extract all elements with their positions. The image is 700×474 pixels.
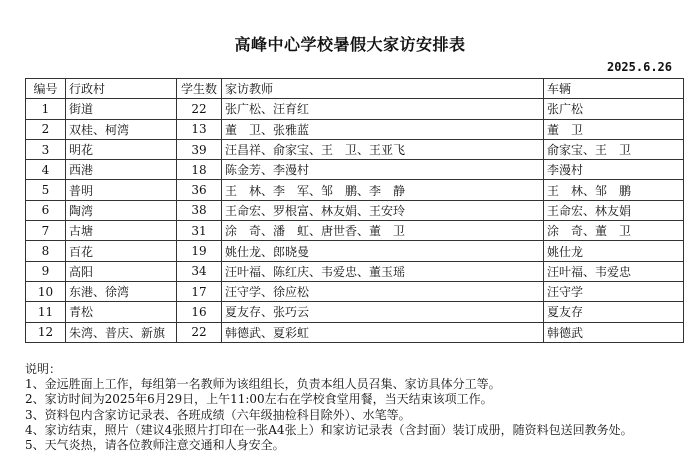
cell-vehicle: 李漫村	[544, 160, 684, 180]
cell-village: 陶湾	[66, 200, 177, 220]
cell-students: 22	[177, 322, 222, 342]
cell-vehicle: 汪守学	[544, 281, 684, 301]
cell-students: 38	[177, 200, 222, 220]
header-vehicle: 车辆	[544, 79, 684, 99]
cell-number: 4	[26, 160, 66, 180]
cell-village: 明花	[66, 139, 177, 159]
cell-village: 高阳	[66, 261, 177, 281]
cell-teachers: 陈金芳、李漫村	[222, 160, 544, 180]
note-item: 2、家访时间为2025年6月29日，上午11:00左右在学校食堂用餐，当天结束该项工作。	[25, 392, 493, 407]
notes-heading: 说明：	[25, 362, 62, 376]
cell-vehicle: 董 卫	[544, 119, 684, 139]
cell-vehicle: 王 林、邹 鹏	[544, 180, 684, 200]
cell-vehicle: 涂 奇、董 卫	[544, 221, 684, 241]
cell-teachers: 韩德武、夏彩虹	[222, 322, 544, 342]
cell-number: 7	[26, 221, 66, 241]
cell-village: 双桂、柯湾	[66, 119, 177, 139]
note-item: 1、金远胜面上工作，每组第一名教师为该组组长，负责本组人员召集、家访具体分工等。	[25, 377, 501, 392]
header-students: 学生数	[177, 79, 222, 99]
cell-village: 东港、徐湾	[66, 281, 177, 301]
cell-village: 古塘	[66, 221, 177, 241]
cell-number: 1	[26, 99, 66, 119]
note-item: 4、家访结束，照片（建议4张照片打印在一张A4张上）和家访记录表（含封面）装订成册，随资料包送回教务处。	[25, 422, 633, 437]
cell-village: 普明	[66, 180, 177, 200]
notes-section	[25, 362, 685, 453]
cell-number: 12	[26, 322, 66, 342]
cell-number: 5	[26, 180, 66, 200]
cell-number: 6	[26, 200, 66, 220]
cell-number: 3	[26, 139, 66, 159]
cell-teachers: 王 林、李 军、邹 鹏、李 静	[222, 180, 544, 200]
cell-teachers: 姚仕龙、郎晓曼	[222, 241, 544, 261]
table-row	[26, 261, 684, 281]
cell-village: 街道	[66, 99, 177, 119]
cell-students: 17	[177, 281, 222, 301]
cell-students: 39	[177, 139, 222, 159]
cell-village: 朱湾、普庆、新旗	[66, 322, 177, 342]
cell-vehicle: 王命宏、林友娟	[544, 200, 684, 220]
document-date: 2025.6.26	[606, 60, 672, 74]
cell-number: 11	[26, 302, 66, 322]
cell-number: 8	[26, 241, 66, 261]
cell-teachers: 董 卫、张雅蓝	[222, 119, 544, 139]
cell-students: 13	[177, 119, 222, 139]
cell-students: 19	[177, 241, 222, 261]
table-row	[26, 160, 684, 180]
cell-students: 16	[177, 302, 222, 322]
table-row	[26, 241, 684, 261]
note-item: 5、天气炎热，请各位教师注意交通和人身安全。	[25, 438, 285, 453]
cell-vehicle: 俞家宝、王 卫	[544, 139, 684, 159]
cell-teachers: 涂 奇、潘 虹、唐世香、董 卫	[222, 221, 544, 241]
cell-teachers: 王命宏、罗根富、林友娟、王安玲	[222, 200, 544, 220]
header-village: 行政村	[66, 79, 177, 99]
cell-students: 18	[177, 160, 222, 180]
cell-vehicle: 汪叶福、韦爱忠	[544, 261, 684, 281]
cell-number: 9	[26, 261, 66, 281]
table-row	[26, 200, 684, 220]
table-row	[26, 119, 684, 139]
cell-teachers: 汪昌祥、俞家宝、王 卫、王亚飞	[222, 139, 544, 159]
cell-vehicle: 韩德武	[544, 322, 684, 342]
cell-number: 2	[26, 119, 66, 139]
cell-vehicle: 姚仕龙	[544, 241, 684, 261]
table-row	[26, 99, 684, 119]
cell-students: 36	[177, 180, 222, 200]
page-title: 高峰中心学校暑假大家访安排表	[234, 35, 466, 54]
table-row	[26, 139, 684, 159]
cell-village: 西港	[66, 160, 177, 180]
cell-vehicle: 夏友存	[544, 302, 684, 322]
note-item: 3、资料包内含家访记录表、各班成绩（六年级抽检科目除外）、水笔等。	[25, 407, 411, 422]
cell-teachers: 张广松、汪育红	[222, 99, 544, 119]
cell-students: 34	[177, 261, 222, 281]
cell-teachers: 夏友存、张巧云	[222, 302, 544, 322]
table-row	[26, 322, 684, 342]
table-row	[26, 302, 684, 322]
cell-village: 青松	[66, 302, 177, 322]
cell-vehicle: 张广松	[544, 99, 684, 119]
table-row	[26, 281, 684, 301]
cell-teachers: 汪守学、徐应松	[222, 281, 544, 301]
cell-number: 10	[26, 281, 66, 301]
header-number: 编号	[26, 79, 66, 99]
cell-students: 31	[177, 221, 222, 241]
cell-village: 百花	[66, 241, 177, 261]
cell-students: 22	[177, 99, 222, 119]
table-row	[26, 180, 684, 200]
home-visit-table	[25, 78, 684, 343]
cell-teachers: 汪叶福、陈红庆、韦爱忠、董玉瑶	[222, 261, 544, 281]
table-header-row	[26, 79, 684, 99]
table-row	[26, 221, 684, 241]
header-teachers: 家访教师	[222, 79, 544, 99]
